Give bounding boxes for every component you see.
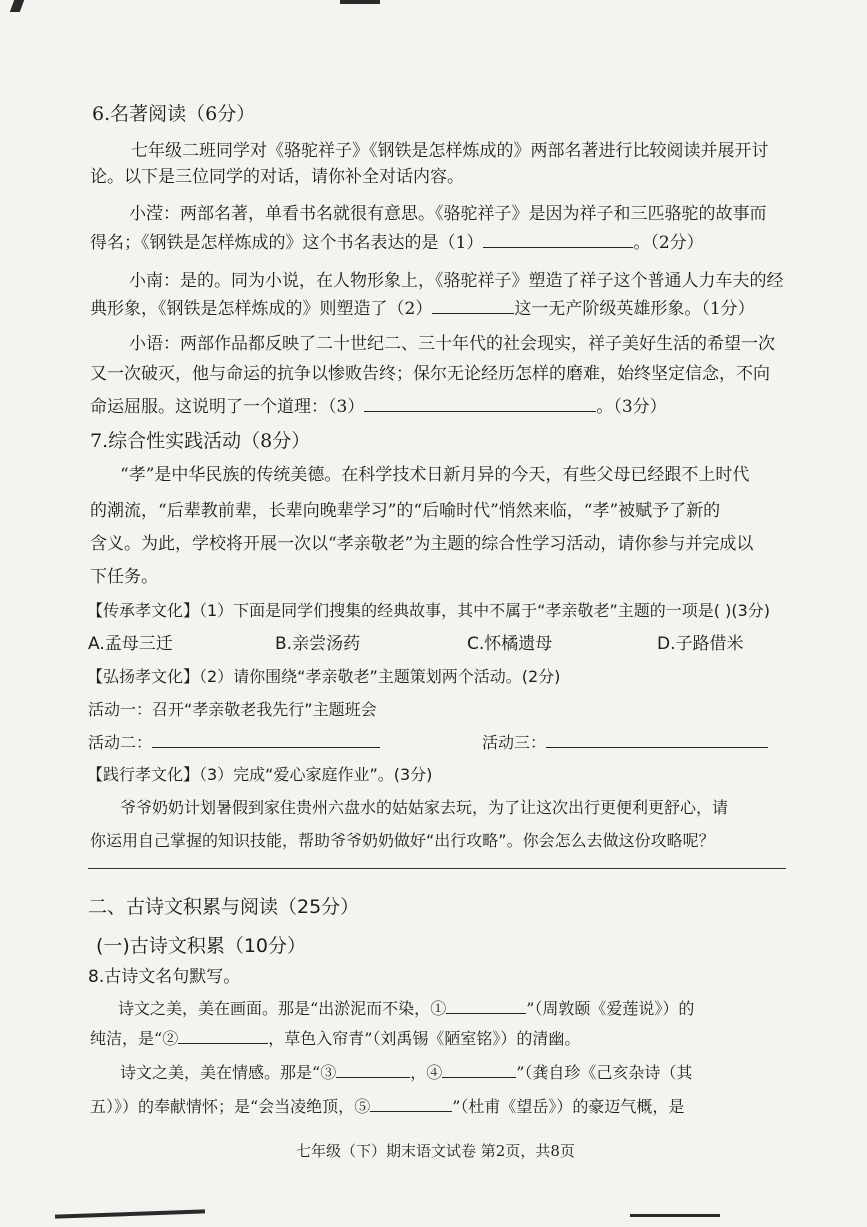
scan-mark-top-center bbox=[340, 0, 380, 4]
q6-dialogue-3: 小语：两部作品都反映了二十世纪二、三十年代的社会现实，祥子美好生活的希望一次 bbox=[129, 334, 775, 354]
q6-dialogue-1 bbox=[90, 232, 704, 254]
section-2-title: 二、古诗文积累与阅读（25分） bbox=[88, 896, 360, 918]
text-segment: 纯洁，是“ bbox=[90, 1029, 163, 1048]
page-footer: 七年级（下）期末语文试卷 第2页，共8页 bbox=[296, 1142, 575, 1160]
q7-activity-1: 活动一：召开“孝亲敬老我先行”主题班会 bbox=[88, 700, 377, 719]
q6-dialogue-3: 又一次破灭，他与命运的抗争以惨败告终；保尔无论经历怎样的磨难，始终坚定信念，不向 bbox=[90, 364, 770, 384]
poem-blank-3[interactable] bbox=[336, 1063, 410, 1078]
circled-number-5: ⑤ bbox=[354, 1097, 371, 1116]
q8-paragraph-2 bbox=[120, 1062, 692, 1084]
q6-dialogue-2 bbox=[90, 298, 755, 320]
q6-dialogue-2: 小南：是的。同为小说，在人物形象上，《骆驼祥子》塑造了祥子这个普通人力车夫的经 bbox=[129, 271, 784, 291]
answer-blank-2[interactable] bbox=[432, 299, 514, 314]
text-segment: 得名；《钢铁是怎样炼成的》这个书名表达的是（1） bbox=[90, 233, 484, 253]
scan-mark-bottom-right bbox=[630, 1214, 720, 1217]
option-d[interactable]: D.子路借米 bbox=[657, 634, 744, 654]
q6-title: 6.名著阅读（6分） bbox=[92, 103, 256, 125]
text-segment: 。（2分） bbox=[633, 233, 704, 253]
answer-blank-1[interactable] bbox=[483, 233, 633, 248]
q7-task-3-body: 你运用自己掌握的知识技能，帮助爷爷奶奶做好“出行攻略”。你会怎么去做这份攻略呢？ bbox=[90, 831, 715, 850]
text-segment: 诗文之美，美在情感。那是“ bbox=[120, 1063, 321, 1082]
q7-task-1: 【传承孝文化】（1）下面是同学们搜集的经典故事，其中不属于“孝亲敬老”主题的一项是( )(3分) bbox=[87, 601, 770, 620]
q6-intro: 论。以下是三位同学的对话，请你补全对话内容。 bbox=[90, 167, 464, 187]
q7-task-3-body: 爷爷奶奶计划暑假到家住贵州六盘水的姑姑家去玩，为了让这次出行更便利更舒心，请 bbox=[120, 798, 729, 817]
text-segment: 。（3分） bbox=[596, 397, 667, 417]
q7-intro: “孝”是中华民族的传统美德。在科学技术日新月异的今天，有些父母已经跟不上时代 bbox=[120, 465, 750, 485]
poem-blank-2[interactable] bbox=[178, 1029, 268, 1044]
text-segment: ”（龚自珍《己亥杂诗（其 bbox=[516, 1063, 693, 1082]
q7-task-3: 【践行孝文化】（3）完成“爱心家庭作业”。(3分) bbox=[87, 765, 433, 784]
poem-blank-5[interactable] bbox=[370, 1097, 452, 1112]
q6-dialogue-1: 小滢：两部名著，单看书名就很有意思。《骆驼祥子》是因为祥子和三匹骆驼的故事而 bbox=[129, 204, 767, 224]
section-2-subtitle: (一)古诗文积累（10分） bbox=[96, 935, 307, 957]
text-segment: 五）》）的奉献情怀；是“会当凌绝顶， bbox=[90, 1097, 355, 1116]
q7-title: 7.综合性实践活动（8分） bbox=[90, 430, 311, 452]
answer-blank-3[interactable] bbox=[364, 397, 596, 412]
scan-mark-bottom-left bbox=[55, 1209, 205, 1218]
answer-line[interactable] bbox=[88, 868, 786, 869]
text-segment: 典形象，《钢铁是怎样炼成的》则塑造了（2） bbox=[90, 299, 433, 319]
q7-intro: 下任务。 bbox=[90, 567, 158, 587]
option-c[interactable]: C.怀橘遗母 bbox=[467, 634, 553, 654]
text-segment: 诗文之美，美在画面。那是“出淤泥而不染， bbox=[118, 999, 431, 1018]
q7-intro: 含义。为此，学校将开展一次以“孝亲敬老”为主题的综合性学习活动，请你参与并完成以 bbox=[90, 534, 754, 554]
q7-task-2: 【弘扬孝文化】（2）请你围绕“孝亲敬老”主题策划两个活动。(2分) bbox=[87, 667, 561, 686]
poem-blank-4[interactable] bbox=[442, 1063, 516, 1078]
circled-number-2: ② bbox=[162, 1029, 179, 1048]
q8-title: 8.古诗文名句默写。 bbox=[88, 967, 241, 987]
q8-paragraph-1 bbox=[90, 1028, 580, 1050]
text-segment: 这一无产阶级英雄形象。（1分） bbox=[514, 299, 755, 319]
text-segment: ”（杜甫《望岳》）的豪迈气概，是 bbox=[452, 1097, 685, 1116]
text-segment: ”（周敦颐《爱莲说》）的 bbox=[526, 999, 695, 1018]
q7-activity-3 bbox=[482, 732, 768, 754]
q7-intro: 的潮流，“后辈教前辈，长辈向晚辈学习”的“后喻时代”悄然来临，“孝”被赋予了新的 bbox=[90, 501, 721, 521]
q6-dialogue-3 bbox=[90, 396, 667, 418]
option-a[interactable]: A.孟母三迁 bbox=[88, 634, 173, 654]
q6-intro: 七年级二班同学对《骆驼祥子》《钢铁是怎样炼成的》两部名著进行比较阅读并展开讨 bbox=[131, 141, 769, 161]
q7-activity-2 bbox=[88, 732, 380, 754]
scan-mark-top-left bbox=[10, 0, 24, 12]
circled-number-3: ③ bbox=[320, 1063, 337, 1082]
circled-number-1: ① bbox=[430, 999, 447, 1018]
poem-blank-1[interactable] bbox=[446, 999, 526, 1014]
activity-2-blank[interactable] bbox=[152, 733, 380, 748]
q8-paragraph-1 bbox=[118, 998, 694, 1020]
activity-label: 活动二： bbox=[88, 733, 153, 752]
activity-3-blank[interactable] bbox=[546, 733, 768, 748]
text-segment: ， bbox=[410, 1063, 427, 1082]
circled-number-4: ④ bbox=[426, 1063, 443, 1082]
text-segment: ，草色入帘青”（刘禹锡《陋室铭》）的清幽。 bbox=[268, 1029, 581, 1048]
activity-label: 活动三： bbox=[482, 733, 547, 752]
option-b[interactable]: B.亲尝汤药 bbox=[275, 634, 361, 654]
q8-paragraph-2 bbox=[90, 1096, 684, 1118]
text-segment: 命运屈服。这说明了一个道理：（3） bbox=[90, 397, 365, 417]
